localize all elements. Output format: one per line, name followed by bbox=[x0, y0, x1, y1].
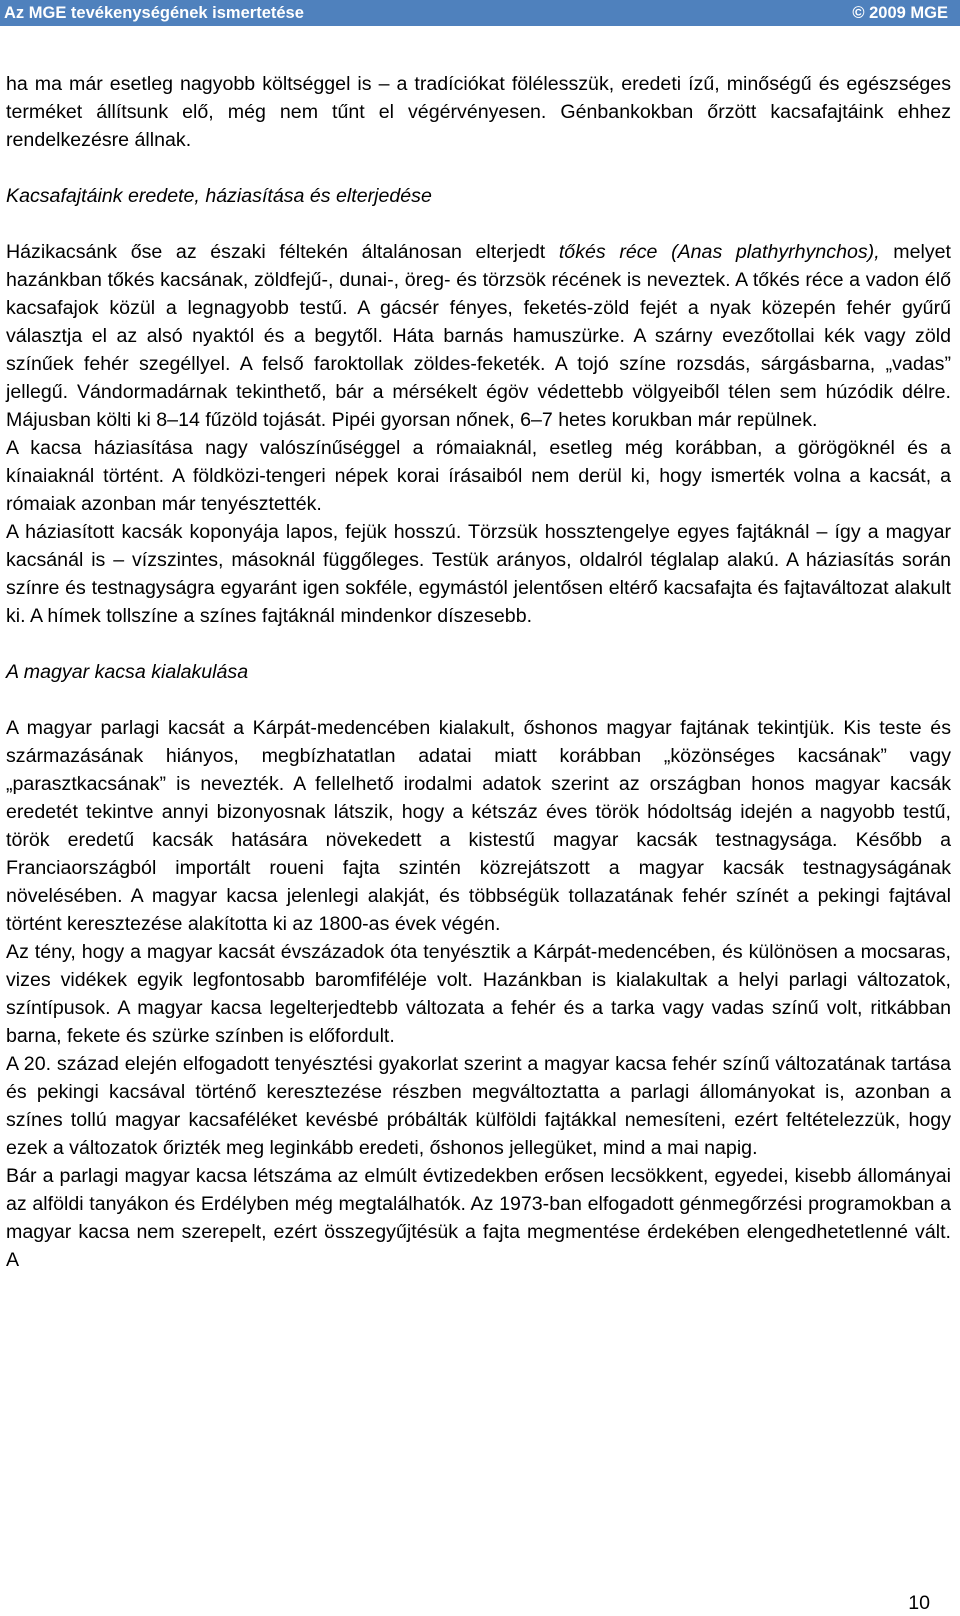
intro-paragraph: ha ma már esetleg nagyobb költséggel is – a tradíciókat fölélesszük, eredeti ízű, minőségű és egészséges terméket állítsunk elő, még nem tűnt el végérvényesen. Génbankokban őrzött kacsafajtáink ehhez rendelkezésre állnak. bbox=[6, 73, 951, 151]
header-copyright: © 2009 MGE bbox=[852, 4, 948, 22]
section-heading-origin: Kacsafajtáink eredete, háziasítása és elterjedése bbox=[6, 185, 432, 207]
paragraph-20th-century: A 20. század elején elfogadott tenyésztési gyakorlat szerint a magyar kacsa fehér színű változatának tartása és pekingi kacsával történő keresztezése részben megváltoztatta a parlagi állományokat is, azonban a színes tollú magyar kacsaféléket kevésbé próbálták külföldi fajtákkal nemesíteni, ezért feltételezzük, hogy ezek a változatok őrizték meg leginkább eredeti, őshonos jellegüket, mind a mai napig. bbox=[6, 1053, 951, 1159]
spacer bbox=[6, 630, 951, 658]
paragraph-domestic-features: A háziasított kacsák koponyája lapos, fejük hosszú. Törzsük hossztengelye egyes fajtáknál – így a magyar kacsánál is – vízszintes, másoknál függőleges. Testük arányos, oldalról téglalap alakú. A háziasítás során színre és testnagyságra egyaránt igen sokféle, egymástól jelentősen eltérő kacsafajta és fajtaváltozat alakult ki. A hímek tollszíne a színes fajtáknál mindenkor díszesebb. bbox=[6, 521, 951, 627]
document-body bbox=[6, 70, 951, 1274]
spacer bbox=[6, 210, 951, 238]
paragraph-breeding-history: Az tény, hogy a magyar kacsát évszázadok óta tenyésztik a Kárpát-medencében, és különösen a mocsaras, vizes vidékek egyik legfontosabb baromfiféléje volt. Hazánkban is kialakultak a helyi parlagi változatok, színtípusok. A magyar kacsa legelterjedtebb változata a fehér és a tarka vagy vadas színű volt, ritkábban barna, fekete és szürke színben is előfordult. bbox=[6, 941, 951, 1047]
spacer bbox=[6, 154, 951, 182]
paragraph-wild-duck bbox=[6, 238, 951, 434]
paragraph-domestication: A kacsa háziasítása nagy valószínűséggel a rómaiaknál, esetleg még korábban, a görögöknél és a kínaiaknál történt. A földközi-tengeri népek korai írásaiból nem derül ki, hogy ismerték volna a kacsát, a rómaiak azonban már tenyésztették. bbox=[6, 437, 951, 515]
paragraph-conservation: Bár a parlagi magyar kacsa létszáma az elmúlt évtizedekben erősen lecsökkent, egyedei, kisebb állományai az alföldi tanyákon és Erdélyben még megtalálhatók. Az 1973-ban elfogadott génmegőrzési programokban a magyar kacsa nem szerepelt, ezért összegyűjtésük a fajta megmentése érdekében elengedhetetlenné vált. A bbox=[6, 1165, 951, 1271]
page-header bbox=[0, 0, 960, 26]
section-heading-hungarian-duck: A magyar kacsa kialakulása bbox=[6, 661, 249, 683]
page-number: 10 bbox=[908, 1592, 930, 1614]
header-title: Az MGE tevékenységének ismertetése bbox=[4, 4, 304, 22]
species-name: tőkés réce (Anas plathyrhynchos), bbox=[558, 241, 880, 263]
paragraph-text: melyet hazánkban tőkés kacsának, zöldfejű-, dunai-, öreg- és törzsök récének is neveztek. A tőkés réce a vadon élő kacsafajok közül a legnagyobb testű. A gácsér fényes, feketés-zöld fejét a nyak közepén fehér gyűrű választja el az alsó nyaktól és a begytől. Háta barnás hamuszürke. A szárny evezőtollai kék vagy zöld színűek fehér szegéllyel. A felső faroktollak zöldes-feketék. A tojó színe rozsdás, sárgásbarna, „vadas” jellegű. Vándormadárnak tekinthető, bár a mérsékelt égöv védettebb völgyeiből télen sem húzódik délre. Májusban költi ki 8–14 fűzöld tojását. Pipéi gyorsan nőnek, 6–7 hetes korukban már repülnek. bbox=[6, 241, 951, 431]
paragraph-hungarian-origin: A magyar parlagi kacsát a Kárpát-medencében kialakult, őshonos magyar fajtának tekintjük. Kis teste és származásának hiányos, megbízhatatlan adatai miatt korábban „közönséges kacsának” vagy „parasztkacsának” is nevezték. A fellelhető irodalmi adatok szerint az országban honos magyar kacsák eredetét tekintve annyi bizonyosnak látszik, hogy a kétszáz éves török hódoltság idején a nagyobb testű, török eredetű kacsák hatására növekedett a kistestű magyar kacsák testnagysága. Később a Franciaországból importált roueni fajta szintén közrejátszott a magyar kacsák testnagyságának növelésében. A magyar kacsa jelenlegi alakját, és többségük tollazatának fehér színét a pekingi fajtával történt keresztezése alakította ki az 1800-as évek végén. bbox=[6, 717, 951, 935]
spacer bbox=[6, 686, 951, 714]
paragraph-text: Házikacsánk őse az északi féltekén általánosan elterjedt bbox=[6, 241, 559, 263]
